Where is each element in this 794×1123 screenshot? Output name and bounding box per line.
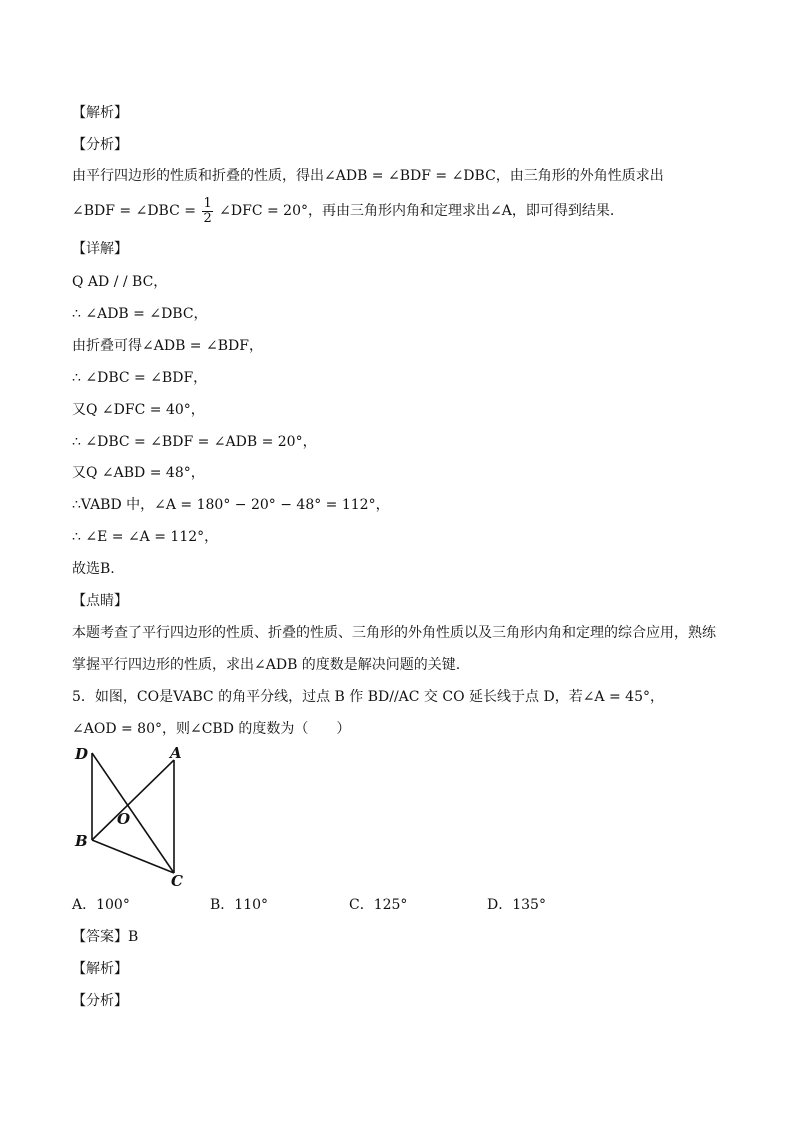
question-5-line-1: 5．如图，CO是VABC 的角平分线，过点 B 作 BD//AC 交 CO 延长线于点 D，若∠A = 45°， (72, 689, 664, 705)
comment-line-1: 本题考查了平行四边形的性质、折叠的性质、三角形的外角性质以及三角形内角和定理的综合应用，熟练 (72, 625, 716, 641)
heading-fenxi: 【分析】 (72, 137, 128, 153)
step-7: 又Q ∠ABD = 48°， (72, 465, 205, 481)
step-1: Q AD / / BC， (72, 274, 168, 290)
label-D: D (75, 745, 89, 763)
label-C: C (171, 872, 183, 890)
answer: 【答案】B (72, 929, 139, 945)
analysis-line-1: 由平行四边形的性质和折叠的性质，得出∠ADB = ∠BDF = ∠DBC，由三角形的外角性质求出 (72, 168, 664, 184)
step-2: ∴ ∠ADB = ∠DBC， (72, 306, 208, 322)
step-5: 又Q ∠DFC = 40°， (72, 402, 205, 418)
heading-xiangjie: 【详解】 (72, 241, 128, 257)
step-6: ∴ ∠DBC = ∠BDF = ∠ADB = 20°， (72, 434, 317, 450)
analysis-line-2-part-b: ∠DFC = 20°，再由三角形内角和定理求出∠A，即可得到结果. (219, 203, 615, 219)
step-8: ∴VABD 中，∠A = 180° − 20° − 48° = 112°， (72, 497, 390, 513)
step-4: ∴ ∠DBC = ∠BDF， (72, 370, 208, 386)
fraction-one-half (202, 197, 212, 226)
heading-dianjing: 【点睛】 (72, 593, 128, 609)
comment-line-2: 掌握平行四边形的性质，求出∠ADB 的度数是解决问题的关键. (72, 657, 461, 673)
figure-lines (92, 753, 174, 873)
heading-jiexi-2: 【解析】 (72, 961, 128, 977)
step-9: ∴ ∠E = ∠A = 112°， (72, 529, 219, 545)
label-O: O (117, 810, 131, 828)
segment-BC (92, 840, 174, 873)
heading-jiexi: 【解析】 (72, 105, 128, 121)
fraction-numerator: 1 (203, 195, 212, 211)
heading-fenxi-2: 【分析】 (72, 993, 128, 1009)
geometry-figure (70, 742, 200, 892)
analysis-line-2-part-a: ∠BDF = ∠DBC = (72, 203, 196, 219)
option-b: B．110° (210, 897, 269, 913)
step-3: 由折叠可得∠ADB = ∠BDF， (72, 338, 263, 354)
option-c: C．125° (349, 897, 408, 913)
label-B: B (75, 832, 88, 850)
label-A: A (170, 744, 182, 762)
step-10: 故选B. (72, 561, 115, 577)
option-d: D．135° (487, 897, 546, 913)
fraction-denominator: 2 (203, 210, 212, 226)
analysis-line-2 (72, 196, 614, 226)
option-a: A．100° (72, 897, 130, 913)
question-5-line-2: ∠AOD = 80°，则∠CBD 的度数为（ ） (72, 721, 351, 737)
